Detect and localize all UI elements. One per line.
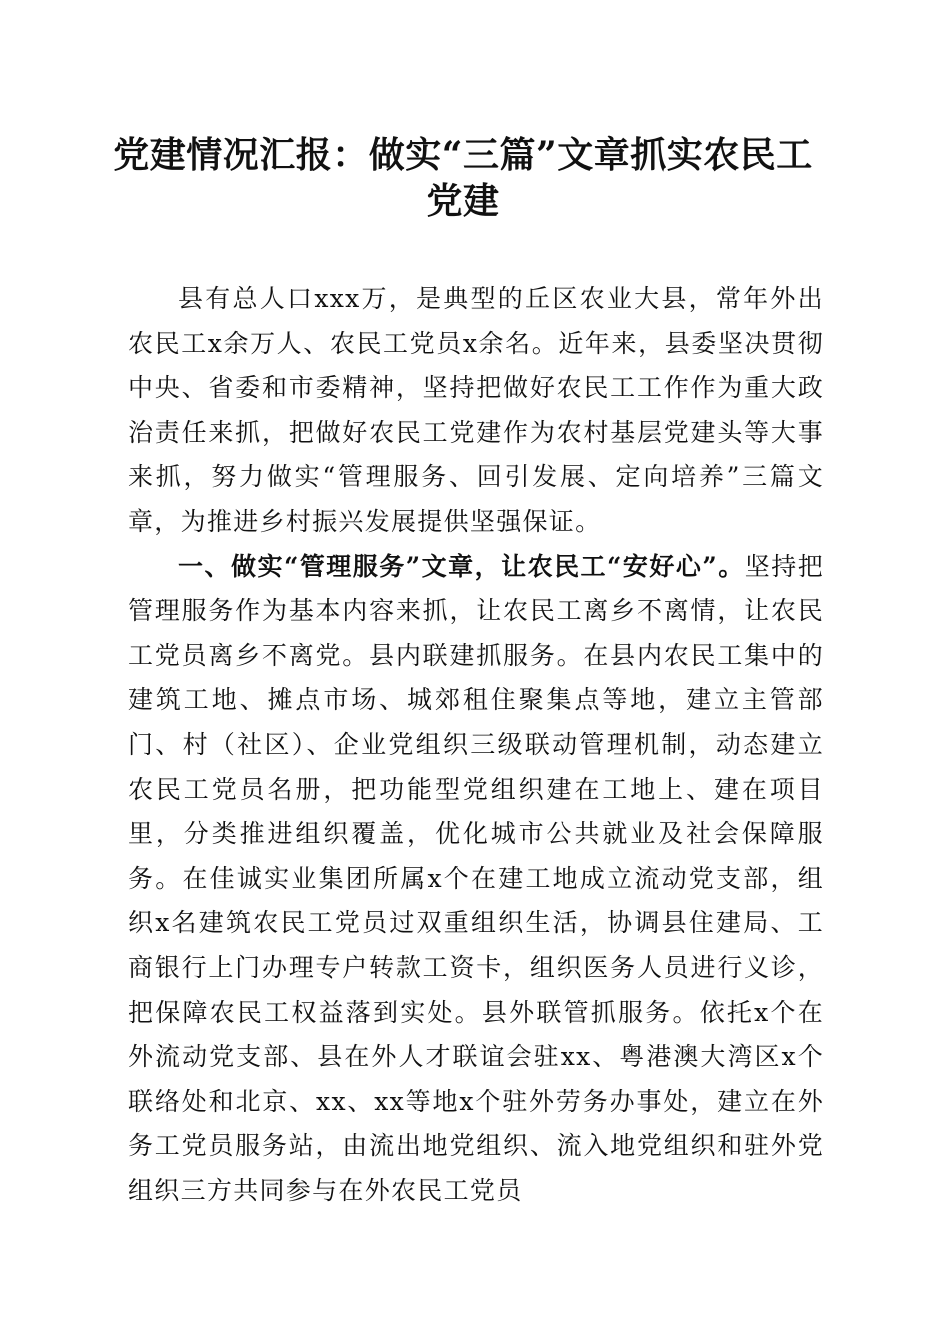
section-1-heading: 一、做实“管理服务”文章，让农民工“安好心”。 bbox=[178, 551, 745, 581]
section-1-paragraph bbox=[128, 545, 824, 1214]
document-title: 党建情况汇报：做实“三篇”文章抓实农民工党建 bbox=[113, 134, 813, 222]
document-body bbox=[128, 277, 824, 1213]
intro-paragraph: 县有总人口xxx万，是典型的丘区农业大县，常年外出农民工x余万人、农民工党员x余名。近年来，县委坚决贯彻中央、省委和市委精神，坚持把做好农民工工作作为重大政治责任来抓，把做好农民工党建作为农村基层党建头等大事来抓，努力做实“管理服务、回引发展、定向培养”三篇文章，为推进乡村振兴发展提供坚强保证。 bbox=[128, 284, 824, 536]
section-1-text: 坚持把管理服务作为基本内容来抓，让农民工离乡不离情，让农民工党员离乡不离党。县内联建抓服务。在县内农民工集中的建筑工地、摊点市场、城郊租住聚集点等地，建立主管部门、村（社区）、企业党组织三级联动管理机制，动态建立农民工党员名册，把功能型党组织建在工地上、建在项目里，分类推进组织覆盖，优化城市公共就业及社会保障服务。在佳诚实业集团所属x个在建工地成立流动党支部，组织x名建筑农民工党员过双重组织生活，协调县住建局、工商银行上门办理专户转款工资卡，组织医务人员进行义诊，把保障农民工权益落到实处。县外联管抓服务。依托x个在外流动党支部、县在外人才联谊会驻xx、粤港澳大湾区x个联络处和北京、xx、xx等地x个驻外劳务办事处，建立在外务工党员服务站，由流出地党组织、流入地党组织和驻外党组织三方共同参与在外农民工党员 bbox=[128, 551, 825, 1205]
